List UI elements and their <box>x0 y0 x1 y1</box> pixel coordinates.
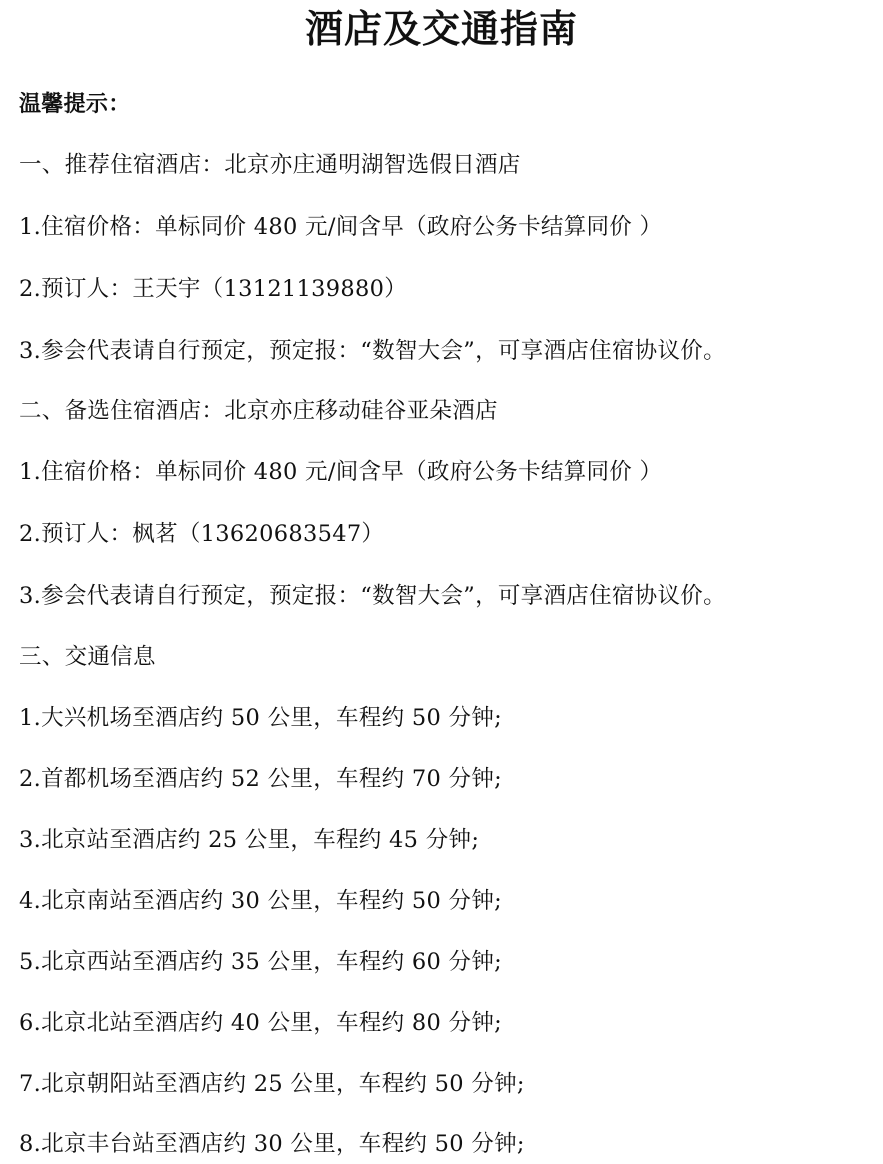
alternate-hotel-contact: 2.预订人：枫茗（13620683547） <box>19 521 385 547</box>
primary-hotel-booking-note: 3.参会代表请自行预定，预定报：“数智大会”，可享酒店住宿协议价。 <box>19 338 726 364</box>
transport-item: 8.北京丰台站至酒店约 30 公里，车程约 50 分钟; <box>19 1131 525 1157</box>
transport-heading: 三、交通信息 <box>19 644 156 670</box>
alternate-hotel-booking-note: 3.参会代表请自行预定，预定报：“数智大会”，可享酒店住宿协议价。 <box>19 583 726 609</box>
primary-hotel-heading: 一、推荐住宿酒店：北京亦庄通明湖智选假日酒店 <box>19 152 521 178</box>
transport-item: 3.北京站至酒店约 25 公里，车程约 45 分钟; <box>19 827 480 853</box>
notice-label: 温馨提示： <box>19 92 131 117</box>
transport-item: 5.北京西站至酒店约 35 公里，车程约 60 分钟; <box>19 949 503 975</box>
transport-item: 6.北京北站至酒店约 40 公里，车程约 80 分钟; <box>19 1010 503 1036</box>
primary-hotel-contact: 2.预订人：王天宇（13121139880） <box>19 276 408 302</box>
primary-hotel-price: 1.住宿价格：单标同价 480 元/间含早（政府公务卡结算同价 ） <box>19 214 663 240</box>
page-title: 酒店及交通指南 <box>304 6 578 51</box>
transport-item: 7.北京朝阳站至酒店约 25 公里，车程约 50 分钟; <box>19 1071 525 1097</box>
alternate-hotel-price: 1.住宿价格：单标同价 480 元/间含早（政府公务卡结算同价 ） <box>19 459 663 485</box>
transport-item: 1.大兴机场至酒店约 50 公里，车程约 50 分钟; <box>19 705 503 731</box>
alternate-hotel-heading: 二、备选住宿酒店：北京亦庄移动硅谷亚朵酒店 <box>19 398 498 424</box>
transport-item: 2.首都机场至酒店约 52 公里，车程约 70 分钟; <box>19 766 503 792</box>
transport-item: 4.北京南站至酒店约 30 公里，车程约 50 分钟; <box>19 888 503 914</box>
